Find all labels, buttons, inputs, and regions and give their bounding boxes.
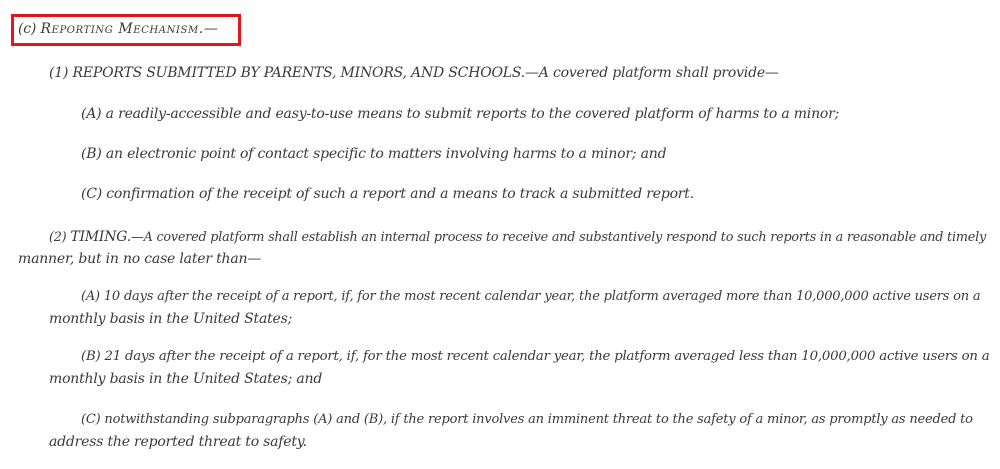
paragraph-2-marker: (2) bbox=[49, 230, 67, 245]
subparagraph-1a: (A) a readily-accessible and easy-to-use means to submit reports to the covered platform of harms to a minor; bbox=[81, 106, 840, 122]
paragraph-1-heading bbox=[49, 62, 779, 84]
subparagraph-2c-line1: (C) notwithstanding subparagraphs (A) and (B), if the report involves an imminent threat to the safety of a minor, as promptly as needed to bbox=[81, 412, 973, 427]
paragraph-1-text: —A covered platform shall provide— bbox=[525, 65, 779, 81]
section-heading bbox=[18, 21, 218, 37]
subparagraph-2b-line2: monthly basis in the United States; and bbox=[49, 371, 323, 387]
paragraph-2-text: —A covered platform shall establish an internal process to receive and substantively respond to such reports in a reasonable and timely bbox=[131, 230, 986, 245]
paragraph-1-marker: (1) bbox=[49, 65, 69, 81]
subparagraph-1c: (C) confirmation of the receipt of such a report and a means to track a submitted report. bbox=[81, 186, 694, 202]
subparagraph-1b: (B) an electronic point of contact specific to matters involving harms to a minor; and bbox=[81, 146, 667, 162]
subparagraph-2b-line1: (B) 21 days after the receipt of a report, if, for the most recent calendar year, the platform averaged less than 10,000,000 active users on a bbox=[81, 349, 990, 364]
paragraph-1-caption: REPORTS SUBMITTED BY PARENTS, MINORS, AND SCHOOLS. bbox=[72, 65, 525, 81]
subparagraph-2c-line2: address the reported threat to safety. bbox=[49, 434, 307, 450]
section-marker: (c) bbox=[18, 21, 37, 37]
paragraph-2-caption: TIMING. bbox=[70, 229, 132, 245]
paragraph-2-heading bbox=[49, 226, 986, 249]
subparagraph-2a-line1: (A) 10 days after the receipt of a report, if, for the most recent calendar year, the platform averaged more than 10,000,000 active users on a bbox=[81, 289, 981, 304]
subparagraph-2a-line2: monthly basis in the United States; bbox=[49, 311, 293, 327]
section-title: Reporting Mechanism.— bbox=[40, 21, 219, 37]
paragraph-2-continuation: manner, but in no case later than— bbox=[18, 251, 262, 267]
